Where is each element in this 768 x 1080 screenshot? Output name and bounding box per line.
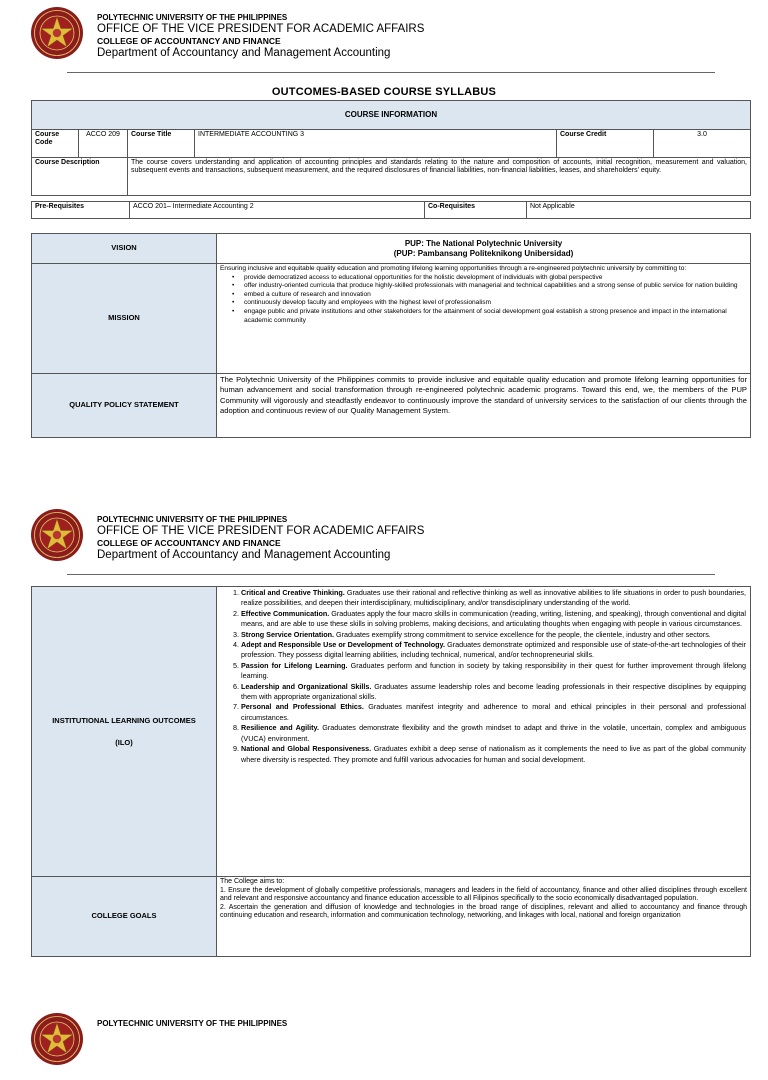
college-goals-intro: The College aims to: bbox=[220, 878, 285, 885]
ilo-item bbox=[241, 661, 746, 682]
ilo-item-title: Passion for Lifelong Learning. bbox=[241, 660, 348, 670]
college-goals-label: COLLEGE GOALS bbox=[32, 877, 217, 957]
document-title: OUTCOMES-BASED COURSE SYLLABUS bbox=[271, 86, 497, 98]
prereq-table bbox=[31, 201, 751, 219]
mission-item: • embed a culture of research and innovation bbox=[232, 291, 747, 300]
college-goal-item: 1. Ensure the development of globally competitive professionals, managers and leaders in the field of accountancy, finance and other allied disciplines through excellent and relevant and responsive accountancy and finance education accessible to all Filipinos specifically to the socio economically disadvantaged population. bbox=[220, 886, 747, 902]
ilo-item-text: Graduates demonstrate flexibility and the growth mindset to adapt and thrive in the volatile, uncertain, complex and ambiguous (VUCA) environment. bbox=[241, 723, 746, 743]
vision-line2: (PUP: Pambansang Politeknikong Unibersidad) bbox=[393, 248, 574, 258]
vmq-table bbox=[31, 233, 751, 438]
mission-intro: Ensuring inclusive and equitable quality education and promoting lifelong learning opportunities through a re-engineered polytechnic university by committing to: bbox=[220, 265, 687, 272]
university-name: POLYTECHNIC UNIVERSITY OF THE PHILIPPINES bbox=[97, 515, 288, 524]
mission-item: • engage public and private institutions and other stakeholders for the attainment of social development goal establish a strong presence and impact in the international academic community bbox=[232, 308, 747, 325]
ilo-item-text: Graduates manifest integrity and adherence to moral and ethical principles in their personal and professional circumstances. bbox=[241, 702, 747, 722]
quality-policy-label: QUALITY POLICY STATEMENT bbox=[32, 374, 217, 438]
ilo-label-cell bbox=[32, 587, 217, 877]
college-goal-item: 2. Ascertain the generation and diffusion of knowledge and technologies in the broad range of disciplines, relevant and allied to accountancy and finance through continuing education and research, information and communication technology, networking, and linkages with local, national and foreign organization bbox=[220, 903, 747, 919]
course-code-label: Course Code bbox=[32, 130, 79, 158]
coreq-value: Not Applicable bbox=[527, 202, 751, 219]
university-name: POLYTECHNIC UNIVERSITY OF THE PHILIPPINES bbox=[97, 1019, 288, 1028]
quality-policy-text: The Polytechnic University of the Philippines commits to provide inclusive and equitable quality education and promote lifelong learning opportunities for human advancement and social transformation through re-engineered polytechnic academic programs. Toward this end, we, the members of the PUP Community will vigorously and steadfastly endeavor to continuously improve the standard of university services to the satisfaction of our clients through the adoption and continuous review of our Quality Management System. bbox=[217, 374, 751, 438]
mission-item: • offer industry-oriented curricula that produce highly-skilled professionals with managerial and technical capabilities and a strong sense of public service for nation building bbox=[232, 282, 747, 291]
ilo-content bbox=[217, 587, 751, 877]
ilo-goals-table bbox=[31, 586, 751, 957]
ilo-item bbox=[241, 640, 746, 661]
ilo-item bbox=[241, 723, 746, 744]
university-seal-icon bbox=[30, 6, 84, 60]
vision-line1: PUP: The National Polytechnic University bbox=[404, 238, 563, 248]
ilo-abbr: (ILO) bbox=[115, 737, 133, 747]
ilo-item-text: Graduates perform and function in society by taking responsibility in their quest for further improvement through lifelong learning. bbox=[241, 660, 747, 681]
ilo-item-title: Personal and Professional Ethics. bbox=[241, 702, 364, 712]
course-description: The course covers understanding and application of accounting principles and standards relating to the nature and composition of accounts, initial recognition, measurement and valuation, subsequent events and transactions, subsequent measurement, and the required disclosures of financial liabilities, non-financial liabilities, leases, and shareholders' equity. bbox=[128, 158, 751, 196]
course-description-label: Course Description bbox=[32, 158, 128, 196]
ilo-item-text: Graduates use their rational and reflective thinking as well as innovative abilities to life situations in order to push boundaries, realize possibilities, and deepen their interdisciplinary, multidisciplinary, and/or transdisciplinary understanding of the world. bbox=[241, 588, 746, 608]
vision-text bbox=[217, 234, 751, 264]
department-name: Department of Accountancy and Management Accounting bbox=[97, 47, 391, 59]
page3-header bbox=[30, 1012, 720, 1080]
header-divider bbox=[67, 574, 715, 575]
ilo-item bbox=[241, 682, 746, 703]
ilo-item bbox=[241, 609, 746, 630]
ilo-item-text: Graduates demonstrate optimized and responsible use of state-of-the-art technologies of their profession. They possess digital learning abilities, including technical, numerical, and/or technopreneurial skills. bbox=[241, 640, 747, 660]
coreq-label: Co-Requisites bbox=[425, 202, 527, 219]
ilo-item-title: National and Global Responsiveness. bbox=[241, 744, 372, 754]
mission-list bbox=[220, 274, 747, 326]
page1-header bbox=[30, 6, 720, 74]
course-credit: 3.0 bbox=[654, 130, 751, 158]
ilo-item-title: Critical and Creative Thinking. bbox=[241, 588, 345, 597]
course-code: ACCO 209 bbox=[79, 130, 128, 158]
ilo-item bbox=[241, 702, 746, 723]
ilo-item-text: Graduates apply the four macro skills in communication (reading, writing, listening, and speaking), through conventional and digital means, and are able to use these skills in solving problems, making decisions, and articulating thoughts when engaging with people in various circumstances. bbox=[241, 608, 746, 629]
college-goals-content bbox=[217, 877, 751, 957]
prereq-label: Pre-Requisites bbox=[32, 202, 130, 219]
ilo-item-title: Resilience and Agility. bbox=[241, 723, 320, 733]
college-name: COLLEGE OF ACCOUNTANCY AND FINANCE bbox=[97, 538, 281, 548]
ilo-label: INSTITUTIONAL LEARNING OUTCOMES bbox=[52, 715, 196, 725]
page2-header bbox=[30, 508, 720, 576]
ilo-item-text: Graduates exhibit a deep sense of nationalism as it complements the need to live as part of the global community where diversity is respected. They promote and fulfill various advocacies for human and social development. bbox=[241, 744, 746, 764]
university-seal-icon bbox=[30, 508, 84, 562]
mission-item: • continuously develop faculty and employees with the highest level of professionalism bbox=[232, 299, 747, 308]
mission-label: MISSION bbox=[32, 264, 217, 374]
ilo-item bbox=[241, 588, 746, 609]
ilo-item-title: Adept and Responsible Use or Development of Technology. bbox=[241, 640, 446, 650]
ilo-item-title: Strong Service Orientation. bbox=[241, 629, 335, 639]
university-seal-icon bbox=[30, 1012, 84, 1066]
college-name: COLLEGE OF ACCOUNTANCY AND FINANCE bbox=[97, 36, 281, 46]
ilo-item-text: Graduates assume leadership roles and become leading professionals in their respective disciplines by equipping them with appropriate organizational skills. bbox=[241, 681, 747, 702]
course-credit-label: Course Credit bbox=[557, 130, 654, 158]
university-name: POLYTECHNIC UNIVERSITY OF THE PHILIPPINES bbox=[97, 13, 288, 22]
course-info-table bbox=[31, 100, 751, 196]
course-title-label: Course Title bbox=[128, 130, 195, 158]
prereq-value: ACCO 201– Intermediate Accounting 2 bbox=[130, 202, 425, 219]
ilo-item bbox=[241, 630, 746, 640]
ilo-list bbox=[217, 588, 746, 765]
mission-item: • provide democratized access to educational opportunities for the holistic development of individuals with global perspective bbox=[232, 274, 747, 283]
header-divider bbox=[67, 72, 715, 73]
office-name: OFFICE OF THE VICE PRESIDENT FOR ACADEMIC AFFAIRS bbox=[97, 23, 425, 35]
office-name: OFFICE OF THE VICE PRESIDENT FOR ACADEMIC AFFAIRS bbox=[97, 525, 425, 537]
ilo-item-text: Graduates exemplify strong commitment to service excellence for the people, the clientele, industry and other sectors. bbox=[334, 629, 711, 639]
ilo-item-title: Leadership and Organizational Skills. bbox=[241, 681, 372, 691]
course-title: INTERMEDIATE ACCOUNTING 3 bbox=[195, 130, 557, 158]
department-name: Department of Accountancy and Management Accounting bbox=[97, 549, 391, 561]
vision-label: VISION bbox=[32, 234, 217, 264]
ilo-item bbox=[241, 744, 746, 765]
ilo-item-title: Effective Communication. bbox=[241, 608, 330, 618]
course-info-heading: COURSE INFORMATION bbox=[32, 101, 751, 130]
mission-content bbox=[217, 264, 751, 374]
